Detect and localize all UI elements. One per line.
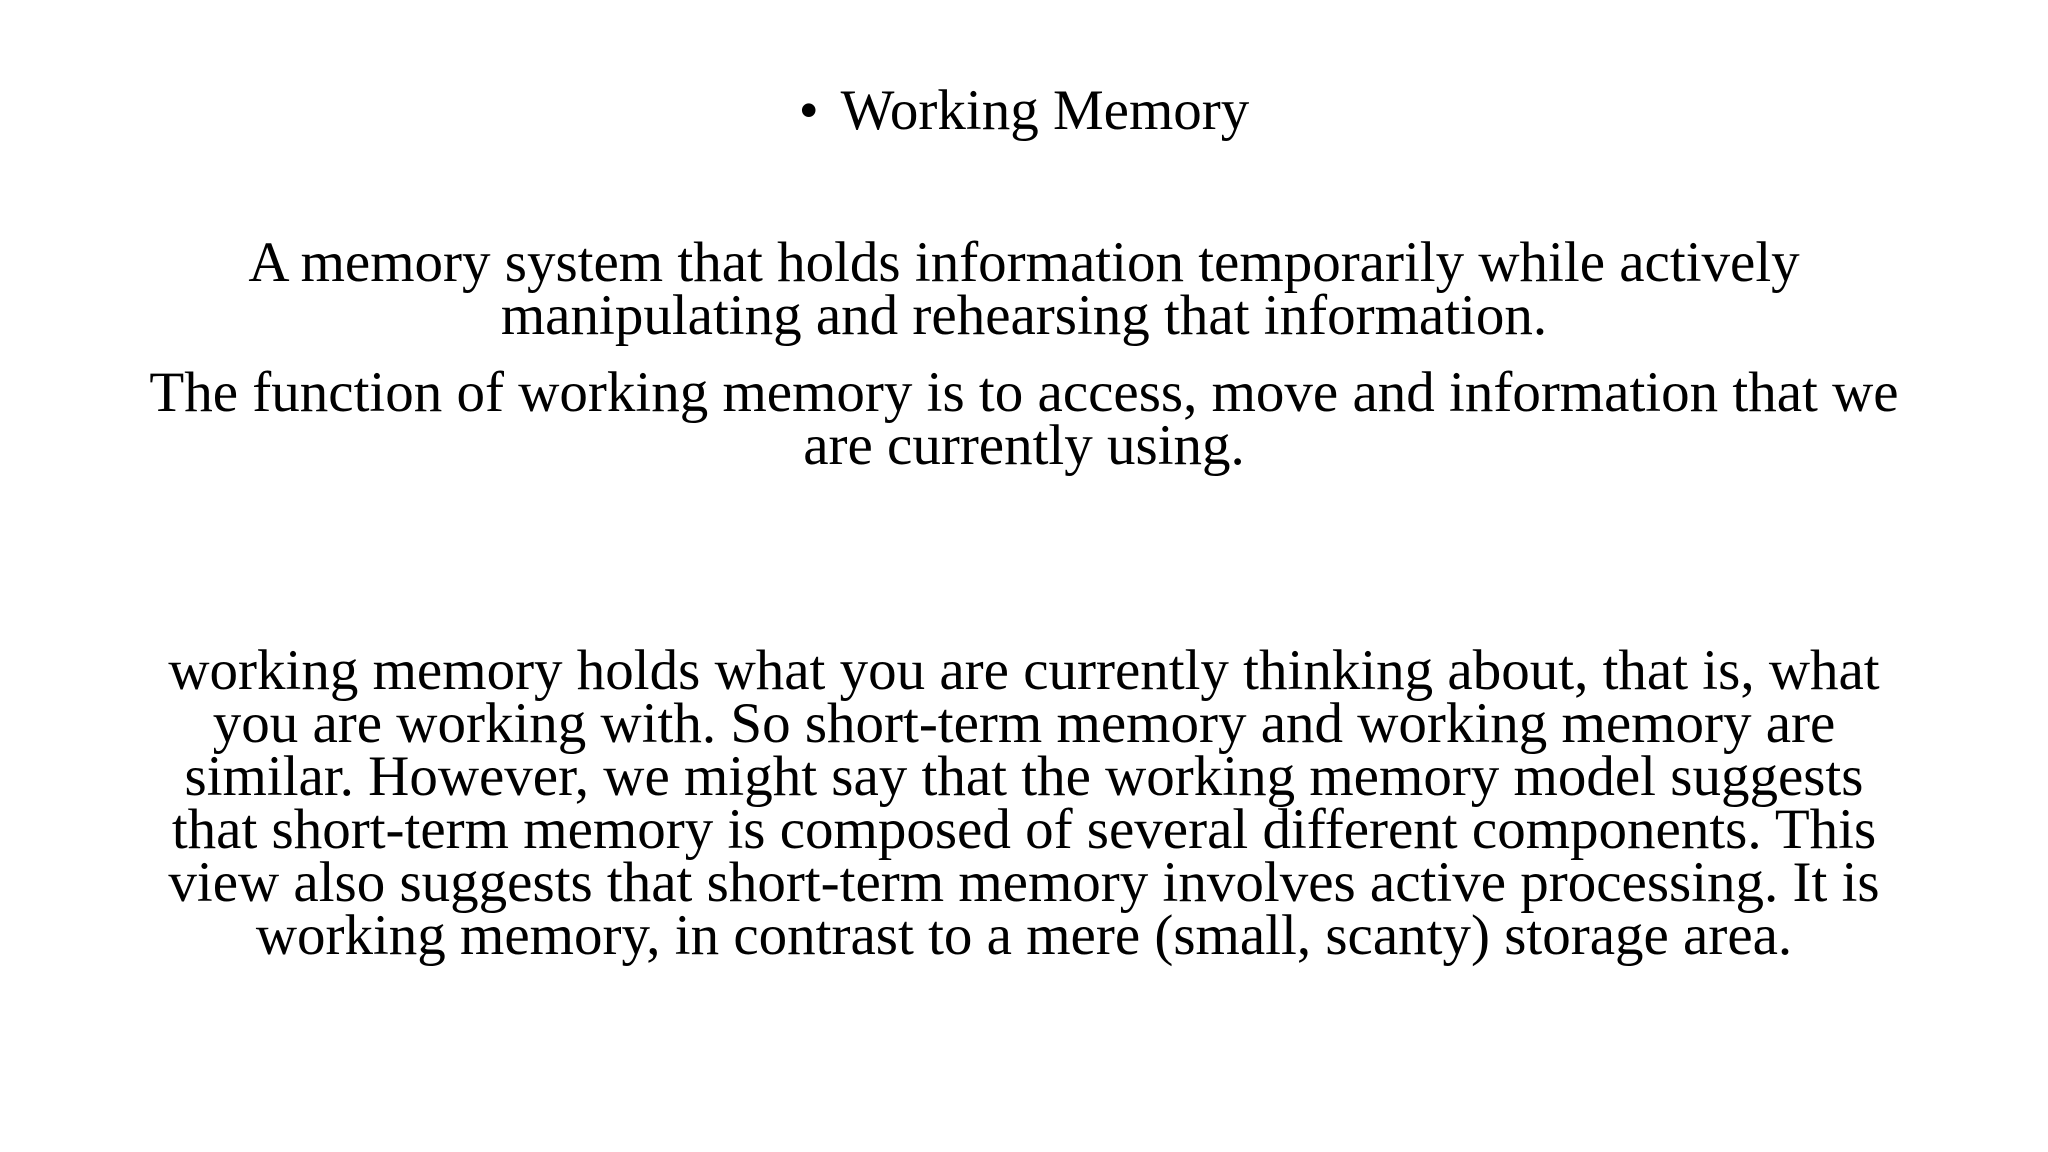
slide-title: Working Memory — [840, 79, 1250, 142]
slide-title-row — [0, 78, 2048, 144]
function-paragraph: The function of working memory is to access, move and information that we are currently using. — [149, 361, 1899, 477]
bullet-icon: • — [798, 79, 819, 142]
definition-paragraph: A memory system that holds information temporarily while actively manipulating and rehearsing that information. — [248, 231, 1800, 347]
explanation-paragraph: working memory holds what you are currently thinking about, that is, what you are working with. So short-term memory and working memory are similar. However, we might say that the working memory model suggests that short-term memory is composed of several different components. This view also suggests that short-term memory involves active processing. It is working memory, in contrast to a mere (small, scanty) storage area. — [168, 639, 1880, 967]
